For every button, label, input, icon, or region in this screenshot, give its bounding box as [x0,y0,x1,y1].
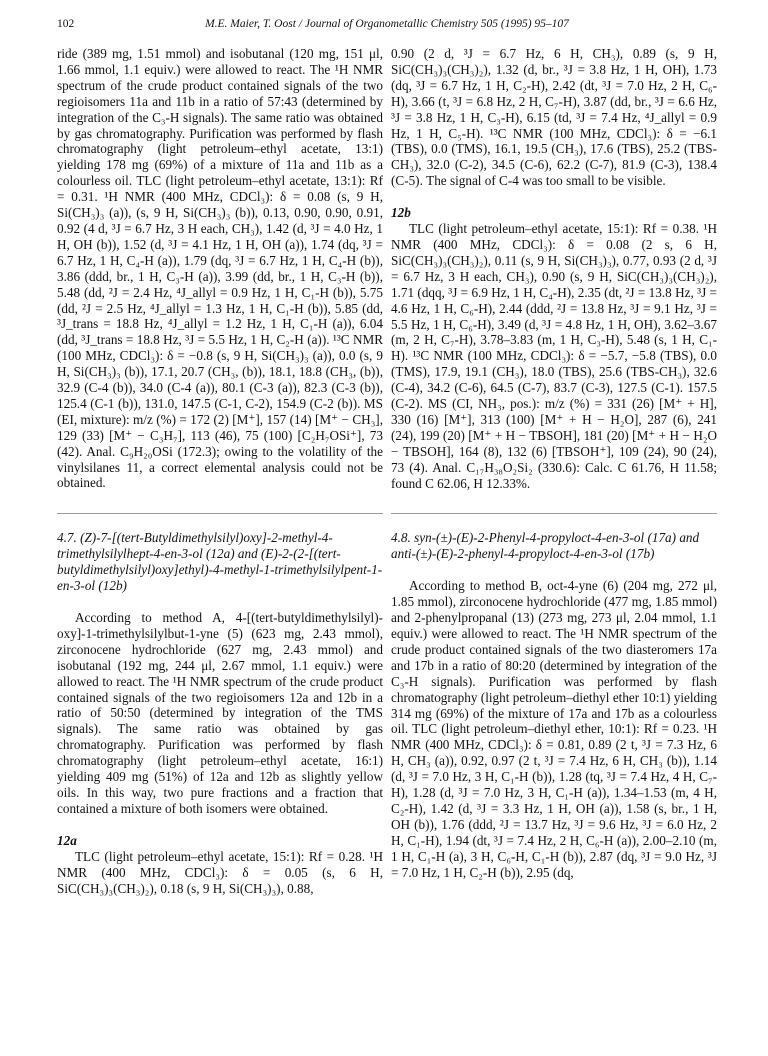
page-number: 102 [57,18,75,30]
section-4-8-heading: 4.8. syn-(±)-(E)-2-Phenyl-4-propyloct-4-en-3-ol (17a) and anti-(±)-(E)-2-phenyl-4-propyloct-4-en-3-ol (17b) [391,530,700,562]
paragraph-12a-continued: 0.90 (2 d, ³J = 6.7 Hz, 6 H, CH₃), 0.89 (s, 9 H, SiC(CH₃)₃(CH₃)₂), 1.32 (d, br., ³J = 3.8 Hz, 1 H, OH), 1.73 (dq, ³J = 6.7 Hz, 1 H, C₂-H), 2.42 (dt, ³J = 7.0 Hz, 2 H, C₆-H), 3.66 (t, ³J = 6.8 Hz, 2 H, C₇-H), 3.87 (dd, br., ³J = 6.6 Hz, ³J = 3.8 Hz, 1 H, C₃-H), 6.15 (td, ³J = 7.4 Hz, ⁴J_allyl = 0.9 Hz, 1 H, C₅-H). ¹³C NMR (100 MHz, CDCl₃): δ = −6.1 (TBS), 0.0 (TMS), 16.1, 19.5 (CH₃), 17.6 (TBS), 25.2 (TBS-CH₃), 32.0 (C-2), 34.5 (C-6), 62.2 (C-7), 81.9 (C-3), 138.4 (C-5). The signal of C-4 was too small to be visible. [391,46,717,189]
subheading-12a: 12a [57,832,77,848]
paragraph-11-characterization: ride (389 mg, 1.51 mmol) and isobutanal (120 mg, 151 μl, 1.66 mmol, 1.1 equiv.) were allowed to react. The ¹H NMR spectrum of the crude product contained signals of the two regioisomers 11a and 11b in a ratio of 57:43 (determined by integration of the C₃-H signals). The same ratio was obtained by gas chromatography. Purification was performed by flash chromatography (light petroleum–ethyl acetate, 13:1) yielding 178 mg (69%) of a mixture of 11a and 11b as a colourless oil. TLC (light petroleum–ethyl acetate, 13:1): Rf = 0.31. ¹H NMR (400 MHz, CDCl₃): δ = 0.08 (s, 9 H, Si(CH₃)₃ (a)), (s, 9 H, Si(CH₃)₃ (b)), 0.13, 0.90, 0.90, 0.91, 0.92 (4 d, ³J = 6.7 Hz, 3 H each, CH₃), 1.42 (d, ³J = 4.0 Hz, 1 H, OH (b)), 1.52 (d, ³J = 4.1 Hz, 1 H, OH (a)), 1.74 (dq, ³J = 6.7 Hz, 1 H, C₄-H (a)), 1.79 (dq, ³J = 6.7 Hz, 1 H, C₄-H (b)), 3.86 (ddd, br., 1 H, C₃-H (a)), 3.99 (dd, br., 1 H, C₃-H (b)), 5.48 (dd, ²J = 2.4 Hz, ⁴J_allyl = 0.9 Hz, 1 H, C₁-H (b)), 5.75 (dd, ²J = 2.5 Hz, ⁴J_allyl = 1.3 Hz, 1 H, C₁-H (b)), 5.85 (dd, ³J_trans = 18.8 Hz, ⁴J_allyl = 1.2 Hz, 1 H, C₁-H (a)), 6.04 (dd, ³J_trans = 18.8 Hz, ³J = 5.5 Hz, 1 H, C₂-H (a)). ¹³C NMR (100 MHz, CDCl₃): δ = −0.8 (s, 9 H, Si(CH₃)₃ (a)), 0.0 (s, 9 H, Si(CH₃)₃ (b)), 17.1, 20.7 (CH₃, (b)), 18.1, 18.8 (CH₃, (b)), 32.9 (C-4 (b)), 34.0 (C-4 (a)), 80.1 (C-3 (a)), 82.3 (C-3 (b)), 125.4 (C-1 (b)), 131.0, 147.5 (C-1, C-2), 154.9 (C-2 (b)). MS (EI, mixture): m/z (%) = 172 (2) [M⁺], 157 (14) [M⁺ − CH₃], 129 (33) [M⁺ − C₃H₇], 113 (46), 75 (100) [C₂H₇OSi⁺], 73 (42). Anal. C₉H₂₀OSi (172.3); owing to the volatility of the vinylsilanes 11, a correct elemental analysis could not be obtained. [57,46,383,491]
section-4-7-heading: 4.7. (Z)-7-[(tert-Butyldimethylsilyl)oxy]-2-methyl-4-trimethylsilylhept-4-en-3-ol (12a) and (E)-2-(2-[(tert-butyldimethylsilyl)oxy]ethyl)-4-methyl-1-trimethylsilylpent-1-en-3-ol (12b) [57,530,383,594]
paragraph-12-procedure: According to method A, 4-[(tert-butyldimethylsilyl)-oxy]-1-trimethylsilylbut-1-yne (5) (623 mg, 2.43 mmol), zirconocene hydrochloride (627 mg, 2.43 mmol) and isobutanal (192 mg, 244 μl, 2.67 mmol, 1.1 equiv.) were allowed to react. The ¹H NMR spectrum of the crude product contained signals of the two regioisomers 12a and 12b in a ratio of 50:50 (determined by integration of the TMS signals). The same ratio was obtained by gas chromatography. Purification was performed by flash chromatography (light petroleum–ethyl acetate, 16:1) yielding 409 mg (51%) of 12a and 12b as slightly yellow oils. In this way, two pure fractions and a fraction that contained a mixture of both isomers were obtained. [57,610,383,816]
running-title: M.E. Maier, T. Oost / Journal of Organometallic Chemistry 505 (1995) 95–107 [205,18,569,30]
subheading-12b: 12b [391,205,411,221]
left-column [57,46,383,896]
page-header [57,18,717,34]
paragraph-12a-data: TLC (light petroleum–ethyl acetate, 15:1): Rf = 0.28. ¹H NMR (400 MHz, CDCl₃): δ = 0.05 (s, 6 H, SiC(CH₃)₃(CH₃)₂), 0.18 (s, 9 H, Si(CH₃)₃), 0.88, [57,848,383,896]
paragraph-12b-data: TLC (light petroleum–ethyl acetate, 15:1): Rf = 0.38. ¹H NMR (400 MHz, CDCl₃): δ = 0.08 (2 s, 6 H, SiC(CH₃)₃(CH₃)₂), 0.11 (s, 9 H, Si(CH₃)₃), 0.77, 0.93 (2 d, ³J = 6.7 Hz, 3 H each, CH₃), 0.90 (s, 9 H, SiC(CH₃)₃(CH₃)₂), 1.71 (dqq, ³J = 6.9 Hz, 1 H, C₄-H), 2.35 (dt, ²J = 13.8 Hz, ³J = 4.6 Hz, 1 H, C₆-H), 2.44 (ddd, ²J = 13.8 Hz, ³J = 9.1 Hz, ³J = 5.5 Hz, 1 H, C₆-H), 3.49 (d, ³J = 4.8 Hz, 1 H, OH), 3.62–3.67 (m, 2 H, C₇-H), 3.78–3.83 (m, 1 H, C₃-H), 5.48 (s, 1 H, C₁-H). ¹³C NMR (100 MHz, CDCl₃): δ = −5.7, −5.8 (TBS), 0.0 (TMS), 17.9, 19.1 (CH₃), 18.0 (TBS), 25.6 (TBS-CH₃), 32.6 (C-4), 34.2 (C-6), 64.5 (C-7), 83.7 (C-3), 127.5 (C-1). 157.5 (C-2). MS (CI, NH₃, pos.): m/z (%) = 331 (26) [M⁺ + H], 330 (16) [M⁺], 313 (100) [M⁺ + H − H₂O], 287 (6), 241 (24), 199 (20) [M⁺ + H − TBSOH], 181 (20) [M⁺ + H − H₂O − TBSOH], 164 (8), 132 (6) [TBSOH⁺], 109 (24), 90 (24), 73 (4). Anal. C₁₇H₃₈O₂Si₂ (330.6): Calc. C 61.76, H 11.58; found C 62.06, H 12.33%. [391,221,717,491]
paragraph-17-procedure: According to method B, oct-4-yne (6) (204 mg, 272 μl, 1.85 mmol), zirconocene hydrochloride (477 mg, 1.85 mmol) and 2-phenylpropanal (13) (273 mg, 273 μl, 2.04 mmol, 1.1 equiv.) were allowed to react. The ¹H NMR spectrum of the crude product contained signals of the two diasteromers 17a and 17b in a ratio of 80:20 (determined by integration of the C₃-H signals). Purification was performed by flash chromatography (light petroleum–diethyl ether 10:1) yielding 314 mg (69%) of the mixture of 17a and 17b as a colourless oil. TLC (light petroleum–diethyl ether, 10:1): Rf = 0.23. ¹H NMR (400 MHz, CDCl₃): δ = 0.81, 0.89 (2 t, ³J = 7.3 Hz, 6 H, CH₃ (a)), 0.92, 0.97 (2 t, ³J = 7.4 Hz, 6 H, CH₃ (b)), 1.14 (d, ³J = 7.0 Hz, 3 H, C₁-H (b)), 1.28 (tq, ³J = 7.4 Hz, 4 H, C₇-H), 1.28 (d, ³J = 7.0 Hz, 3 H, C₁-H (a)), 1.34–1.53 (m, 4 H, C₂-H), 1.42 (d, ³J = 3.3 Hz, 1 H, OH (a)), 1.58 (s, br., 1 H, OH (b)), 1.76 (ddd, ²J = 13.7 Hz, ³J = 9.6 Hz, ³J = 6.0 Hz, 2 H, C₁-H), 1.94 (dt, ³J = 7.4 Hz, 2 H, C₆-H (a)), 2.00–2.10 (m, 1 H, C₁-H (a), 3 H, C₆-H, C₁-H (b)), 2.87 (dq, ³J = 9.0 Hz, ³J = 7.0 Hz, 1 H, C₂-H (b)), 2.95 (dq, [391,578,717,880]
right-column [391,46,717,881]
